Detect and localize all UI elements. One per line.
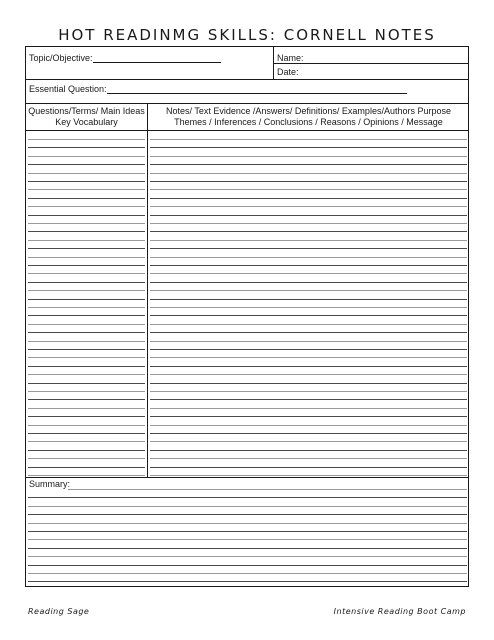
notes-right-line: [150, 147, 467, 148]
notes-left-line: [28, 399, 145, 400]
summary-line: [28, 548, 467, 549]
notes-left-line: [28, 458, 145, 459]
notes-left-line: [28, 282, 145, 283]
notes-left-line: [28, 189, 145, 190]
notes-left-line: [28, 341, 145, 342]
notes-right-line: [150, 441, 467, 442]
notes-right-line: [150, 231, 467, 232]
notes-right-line: [150, 425, 467, 426]
notes-right-line: [150, 290, 467, 291]
notes-left-line: [28, 240, 145, 241]
notes-right-line: [150, 475, 467, 476]
notes-left-line: [28, 139, 145, 140]
notes-right-line: [150, 399, 467, 400]
notes-left-line: [28, 156, 145, 157]
topic-blank[interactable]: [93, 54, 221, 63]
notes-left-line: [28, 441, 145, 442]
left-column-header: [26, 106, 147, 128]
notes-right-line: [150, 383, 467, 384]
essential-question-field[interactable]: [29, 84, 407, 94]
notes-left-line: [28, 198, 145, 199]
notes-right-line: [150, 206, 467, 207]
notes-right-line: [150, 299, 467, 300]
notes-left-line: [28, 215, 145, 216]
notes-left-line: [28, 181, 145, 182]
summary-line: [28, 523, 467, 524]
topic-field[interactable]: [29, 53, 221, 63]
notes-right-line: [150, 324, 467, 325]
notes-left-line: [28, 433, 145, 434]
notes-left-line: [28, 307, 145, 308]
column-divider: [147, 103, 148, 477]
notes-left-line: [28, 416, 145, 417]
notes-left-line: [28, 467, 145, 468]
notes-right-line: [150, 433, 467, 434]
essential-question-label: Essential Question:: [29, 84, 107, 94]
summary-line: [28, 556, 467, 557]
notes-left-line: [28, 273, 145, 274]
summary-line: [28, 581, 467, 582]
notes-left-line: [28, 290, 145, 291]
summary-line: [28, 531, 467, 532]
summary-line: [28, 573, 467, 574]
topic-divider: [26, 79, 468, 80]
notes-right-line: [150, 181, 467, 182]
notes-left-line: [28, 164, 145, 165]
notes-right-line: [150, 173, 467, 174]
notes-left-line: [28, 248, 145, 249]
summary-line: [28, 565, 467, 566]
notes-left-line: [28, 475, 145, 476]
notes-left-line: [28, 383, 145, 384]
notes-right-line: [150, 215, 467, 216]
notes-right-line: [150, 273, 467, 274]
cornell-notes-form: [25, 46, 469, 587]
notes-left-line: [28, 408, 145, 409]
notes-right-line: [150, 341, 467, 342]
notes-right-line: [150, 366, 467, 367]
essential-question-blank[interactable]: [107, 85, 407, 94]
notes-right-line: [150, 349, 467, 350]
summary-label: Summary:: [29, 479, 71, 489]
topic-label: Topic/Objective:: [29, 53, 93, 63]
page-title: HOT READINMG SKILLS: CORNELL NOTES: [58, 26, 436, 44]
notes-right-line: [150, 248, 467, 249]
footer-right-text: Intensive Reading Boot Camp: [333, 607, 466, 616]
summary-line: [28, 497, 467, 498]
notes-left-line: [28, 425, 145, 426]
notes-right-line: [150, 240, 467, 241]
name-date-divider: [273, 63, 468, 64]
notes-right-line: [150, 357, 467, 358]
notes-right-line: [150, 467, 467, 468]
notes-right-line: [150, 416, 467, 417]
summary-divider: [26, 477, 468, 478]
notes-right-line: [150, 223, 467, 224]
notes-right-line: [150, 189, 467, 190]
notes-right-line: [150, 257, 467, 258]
notes-left-line: [28, 391, 145, 392]
notes-left-line: [28, 315, 145, 316]
notes-right-line: [150, 164, 467, 165]
notes-right-line: [150, 307, 467, 308]
right-header-line2: Themes / Inferences / Conclusions / Reasons / Opinions / Message: [174, 117, 443, 127]
notes-left-line: [28, 366, 145, 367]
notes-left-line: [28, 231, 145, 232]
notes-left-line: [28, 173, 145, 174]
notes-left-line: [28, 265, 145, 266]
notes-left-line: [28, 357, 145, 358]
notes-right-line: [150, 408, 467, 409]
notes-right-line: [150, 139, 467, 140]
right-column-header: [147, 106, 470, 128]
notes-left-line: [28, 206, 145, 207]
notes-left-line: [28, 349, 145, 350]
right-header-line1: Notes/ Text Evidence /Answers/ Definitions/ Examples/Authors Purpose: [166, 106, 451, 116]
notes-right-line: [150, 315, 467, 316]
essential-divider: [26, 103, 468, 104]
summary-line: [68, 489, 467, 490]
notes-right-line: [150, 458, 467, 459]
notes-left-line: [28, 332, 145, 333]
notes-right-line: [150, 450, 467, 451]
summary-line: [28, 514, 467, 515]
notes-left-line: [28, 223, 145, 224]
summary-line: [28, 539, 467, 540]
notes-left-line: [28, 257, 145, 258]
summary-line: [28, 506, 467, 507]
date-label: Date:: [277, 67, 299, 77]
notes-left-line: [28, 450, 145, 451]
left-header-line2: Key Vocabulary: [55, 117, 118, 127]
notes-right-line: [150, 156, 467, 157]
notes-left-line: [28, 324, 145, 325]
notes-right-line: [150, 265, 467, 266]
header-divider: [26, 130, 468, 131]
notes-right-line: [150, 391, 467, 392]
name-label: Name:: [277, 53, 304, 63]
footer-left-text: Reading Sage: [28, 607, 90, 616]
notes-right-line: [150, 332, 467, 333]
notes-right-line: [150, 198, 467, 199]
notes-left-line: [28, 374, 145, 375]
notes-right-line: [150, 282, 467, 283]
notes-left-line: [28, 147, 145, 148]
notes-right-line: [150, 374, 467, 375]
left-header-line1: Questions/Terms/ Main Ideas: [28, 106, 145, 116]
notes-left-line: [28, 299, 145, 300]
